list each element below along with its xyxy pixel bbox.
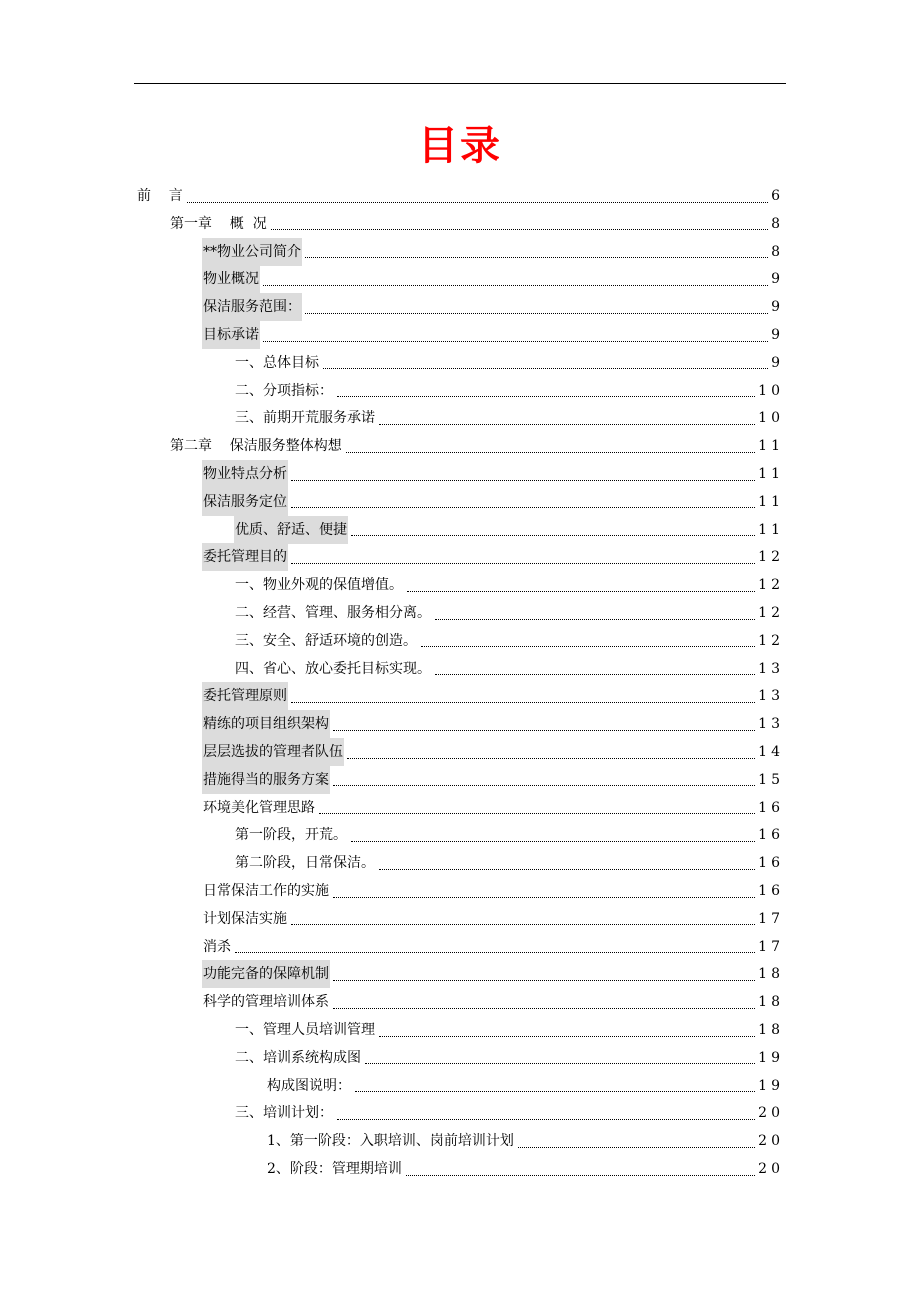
toc-entry-page-number: 16 [758, 883, 784, 899]
toc-entry-page-number: 16 [758, 827, 784, 844]
toc-entry[interactable] [202, 238, 784, 266]
toc-entry-label: 三、安全、舒适环境的创造。 [235, 632, 417, 649]
toc-entry-page-number: 11 [758, 493, 784, 510]
toc-entry[interactable] [202, 682, 784, 710]
toc-entry-page-number: 11 [758, 521, 784, 538]
toc-entry-label: 委托管理原则 [202, 682, 288, 710]
toc-entry-page-number: 14 [758, 744, 784, 760]
toc-entry-label: 日常保洁工作的实施 [203, 883, 329, 899]
toc-entry-label: 物业概况 [202, 265, 260, 293]
toc-entry-label: 第二章 保洁服务整体构想 [170, 438, 342, 455]
toc-entry-page-number: 17 [758, 910, 784, 927]
toc-entry[interactable] [234, 599, 784, 627]
toc-entry-label: 一、总体目标 [235, 354, 319, 371]
page-title: 目录 [418, 122, 502, 169]
dot-leader [291, 702, 755, 703]
dot-leader [351, 841, 755, 842]
toc-entry[interactable] [234, 849, 784, 877]
toc-entry-label: 一、物业外观的保值增值。 [235, 577, 403, 594]
dot-leader [346, 452, 755, 453]
toc-entry[interactable] [202, 905, 784, 933]
toc-entry[interactable] [202, 738, 784, 766]
toc-entry-page-number: 11 [758, 466, 784, 482]
toc-entry-page-number: 13 [758, 660, 784, 677]
toc-entry[interactable] [202, 460, 784, 488]
toc-entry[interactable] [234, 1044, 784, 1072]
dot-leader [187, 202, 768, 203]
toc-entry-page-number: 6 [771, 188, 784, 204]
toc-entry-page-number: 19 [758, 1049, 784, 1066]
toc-entry[interactable] [169, 432, 784, 460]
dot-leader [333, 730, 755, 731]
toc-entry-page-number: 12 [758, 549, 784, 566]
toc-entry-page-number: 8 [771, 243, 784, 260]
toc-entry-label: 前 言 [137, 188, 183, 204]
dot-leader [365, 1063, 755, 1064]
dot-leader [235, 952, 755, 953]
toc-entry[interactable] [202, 766, 784, 794]
toc-entry-label: **物业公司简介 [202, 238, 302, 266]
toc-entry-label: 第一章 概 况 [170, 215, 267, 232]
dot-leader [337, 396, 755, 397]
dot-leader [263, 341, 768, 342]
toc-entry-page-number: 16 [758, 855, 784, 872]
toc-entry[interactable] [234, 404, 784, 432]
toc-entry-label: 环境美化管理思路 [203, 799, 315, 816]
dot-leader [319, 813, 755, 814]
dot-leader [333, 980, 755, 981]
toc-entry-page-number: 12 [758, 605, 784, 621]
toc-entry[interactable] [202, 988, 784, 1016]
toc-entry-label: 科学的管理培训体系 [203, 994, 329, 1011]
toc-entry[interactable] [234, 516, 784, 544]
toc-entry-label: 委托管理目的 [202, 543, 288, 571]
toc-entry-label: 二、分项指标： [235, 382, 333, 399]
toc-entry[interactable] [202, 710, 784, 738]
toc-entry[interactable] [202, 794, 784, 822]
dot-leader [337, 1119, 755, 1120]
dot-leader [305, 313, 768, 314]
dot-leader [435, 674, 755, 675]
toc-entry-page-number: 20 [758, 1133, 784, 1150]
toc-entry[interactable] [234, 1099, 784, 1127]
toc-entry[interactable] [202, 293, 784, 321]
dot-leader [355, 1091, 755, 1092]
toc-entry-label: 措施得当的服务方案 [202, 766, 330, 794]
toc-entry-page-number: 13 [758, 716, 784, 733]
dot-leader [379, 424, 755, 425]
toc-entry[interactable] [169, 210, 784, 238]
toc-entry-label: 计划保洁实施 [203, 910, 287, 927]
toc-entry-page-number: 18 [758, 1022, 784, 1038]
dot-leader [518, 1147, 755, 1148]
dot-leader [351, 535, 755, 536]
toc-entry[interactable] [266, 1155, 784, 1183]
toc-entry-page-number: 12 [758, 577, 784, 594]
dot-leader [291, 507, 755, 508]
toc-entry-page-number: 17 [758, 938, 784, 955]
toc-entry[interactable] [234, 655, 784, 683]
dot-leader [435, 619, 755, 620]
toc-entry[interactable] [202, 321, 784, 349]
toc-entry-page-number: 10 [758, 410, 784, 427]
toc-entry-label: 目标承诺 [202, 321, 260, 349]
toc-entry-label: 第一阶段，开荒。 [235, 827, 347, 844]
toc-entry[interactable] [234, 627, 784, 655]
toc-entry-page-number: 13 [758, 688, 784, 705]
toc-entry-label: 保洁服务定位 [202, 488, 288, 516]
toc-entry-label: 优质、舒适、便捷 [234, 516, 348, 544]
toc-entry-page-number: 11 [758, 438, 784, 455]
dot-leader [291, 480, 755, 481]
dot-leader [333, 785, 755, 786]
toc-entry-page-number: 9 [771, 271, 784, 288]
dot-leader [379, 1036, 755, 1037]
toc-entry[interactable] [266, 1127, 784, 1155]
toc-entry[interactable] [202, 960, 784, 988]
toc-entry-label: 二、培训系统构成图 [235, 1049, 361, 1066]
toc-entry-page-number: 16 [758, 799, 784, 816]
toc-entry-label: 三、培训计划： [235, 1105, 333, 1122]
toc-entry-page-number: 9 [771, 354, 784, 371]
toc-entry-page-number: 15 [758, 771, 784, 788]
toc-entry[interactable] [234, 377, 784, 405]
toc-entry[interactable] [234, 349, 784, 377]
dot-leader [406, 1175, 755, 1176]
dot-leader [323, 368, 768, 369]
header-rule [134, 83, 786, 84]
toc-entry-page-number: 9 [771, 299, 784, 316]
dot-leader [291, 563, 755, 564]
dot-leader [347, 758, 755, 759]
toc-entry[interactable] [202, 933, 784, 961]
toc-entry[interactable] [202, 543, 784, 571]
toc-entry-page-number: 19 [758, 1077, 784, 1094]
toc-entry-label: 层层选拔的管理者队伍 [202, 738, 344, 766]
toc-entry-label: 物业特点分析 [202, 460, 288, 488]
dot-leader [263, 285, 768, 286]
toc-entry-page-number: 9 [771, 327, 784, 343]
toc-entry-label: 一、管理人员培训管理 [235, 1022, 375, 1038]
dot-leader [305, 257, 768, 258]
dot-leader [333, 897, 755, 898]
toc-entry-label: 精练的项目组织架构 [202, 710, 330, 738]
toc-entry-label: 四、省心、放心委托目标实现。 [235, 660, 431, 677]
toc-entry-page-number: 20 [758, 1161, 784, 1177]
toc-entry-page-number: 20 [758, 1105, 784, 1122]
toc-entry-label: 构成图说明： [267, 1077, 351, 1094]
toc-entry[interactable] [234, 1016, 784, 1044]
toc-entry-label: 第二阶段，日常保洁。 [235, 855, 375, 872]
dot-leader [379, 869, 755, 870]
toc-entry-label: 2、阶段：管理期培训 [267, 1161, 402, 1177]
toc-entry[interactable] [202, 265, 784, 293]
dot-leader [407, 591, 755, 592]
toc-entry-label: 二、经营、管理、服务相分离。 [235, 605, 431, 621]
dot-leader [271, 229, 768, 230]
toc-entry[interactable] [202, 488, 784, 516]
toc-entry-label: 1、第一阶段：入职培训、岗前培训计划 [267, 1133, 514, 1150]
toc-entry-label: 功能完备的保障机制 [202, 960, 330, 988]
toc-entry[interactable] [136, 182, 784, 210]
toc-entry-label: 消杀 [203, 938, 231, 955]
toc-entry-label: 保洁服务范围： [202, 293, 302, 321]
toc-entry[interactable] [266, 1072, 784, 1100]
toc-entry-page-number: 8 [771, 215, 784, 232]
toc-entry-page-number: 18 [758, 994, 784, 1011]
toc-entry[interactable] [202, 877, 784, 905]
toc-entry[interactable] [234, 571, 784, 599]
toc-entry-label: 三、前期开荒服务承诺 [235, 410, 375, 427]
dot-leader [333, 1008, 755, 1009]
toc-entry-page-number: 12 [758, 632, 784, 649]
toc-entry[interactable] [234, 821, 784, 849]
toc-entry-page-number: 10 [758, 382, 784, 399]
dot-leader [421, 646, 755, 647]
dot-leader [291, 924, 755, 925]
toc-entry-page-number: 18 [758, 966, 784, 983]
